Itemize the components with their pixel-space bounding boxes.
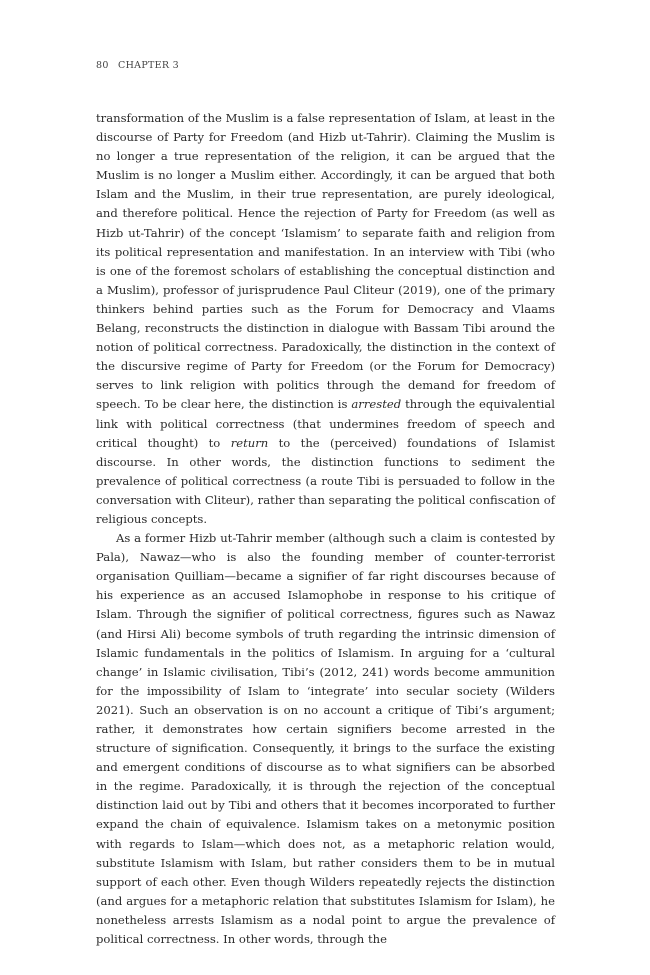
- paragraph-1-part-c: to the (perceived) foundations of Islamist discourse. In other words, the distinction functions to sediment the prevalence of political correctness (a route Tibi is persuaded to follow in the conversation with Cliteur), rather than separating the political confiscation of religious concepts.: [96, 435, 556, 526]
- paragraph-1-part-b: through the equivalential link with political correctness (that undermines freedom of speech and critical thought) to: [96, 397, 555, 450]
- running-header: [96, 60, 179, 71]
- body-text: [96, 109, 555, 949]
- emphasis-return: return: [230, 435, 269, 450]
- paragraph-2: As a former Hizb ut-Tahrir member (although such a claim is contested by Pala), Nawaz—who is also the founding member of counter-terrorist organisation Quilliam—became a signifier of far right discourses because of his experience as an accused Islamophobe in response to his critique of Islam. Through the signifier of political correctness, figures such as Nawaz (and Hirsi Ali) become symbols of truth regarding the intrinsic dimension of Islamic fundamentals in the politics of Islamism. In arguing for a ‘cultural change’ in Islamic civilisation, Tibi’s (2012, 241) words become ammunition for the impossibility of Islam to ‘integrate’ into secular society (Wilders 2021). Such an observation is on no account a critique of Tibi’s argument; rather, it demonstrates how certain signifiers become arrested in the structure of signification. Consequently, it brings to the surface the existing and emergent conditions of discourse as to what signifiers can be absorbed in the regime. Paradoxically, it is through the rejection of the conceptual distinction laid out by Tibi and others that it becomes incorporated to further expand the chain of equivalence. Islamism takes on a metonymic position with regards to Islam—which does not, as a metaphoric relation would, substitute Islamism with Islam, but rather considers them to be in mutual support of each other. Even though Wilders repeatedly rejects the distinction (and argues for a metaphoric relation that substitutes Islamism for Islam), he nonetheless arrests Islamism as a nodal point to argue the prevalence of political correctness. In other words, through the: [96, 531, 555, 947]
- paragraph-1-part-a: transformation of the Muslim is a false representation of Islam, at least in the discourse of Party for Freedom (and Hizb ut-Tahrir). Claiming the Muslim is no longer a true representation of the religion, it can be argued that the Muslim is no longer a Muslim either. Accordingly, it can be argued that both Islam and the Muslim, in their true representation, are purely ideological, and therefore political. Hence the rejection of Party for Freedom (as well as Hizb ut-Tahrir) of the concept ‘Islamism’ to separate faith and religion from its political representation and manifestation. In an interview with Tibi (who is one of the foremost scholars of establishing the conceptual distinction and a Muslim), professor of jurisprudence Paul Cliteur (2019), one of the primary thinkers behind parties such as the Forum for Democracy and Vlaams Belang, reconstructs the distinction in dialogue with Bassam Tibi around the notion of political correctness. Paradoxically, the distinction in the context of the discursive regime of Party for Freedom (or the Forum for Democracy) serves to link religion with politics through the demand for freedom of speech. To be clear here, the distinction is: [96, 111, 555, 412]
- page-number: 80: [96, 60, 109, 71]
- chapter-label: CHAPTER 3: [118, 60, 180, 71]
- paragraph-1: [96, 109, 555, 529]
- emphasis-arrested: arrested: [351, 397, 402, 412]
